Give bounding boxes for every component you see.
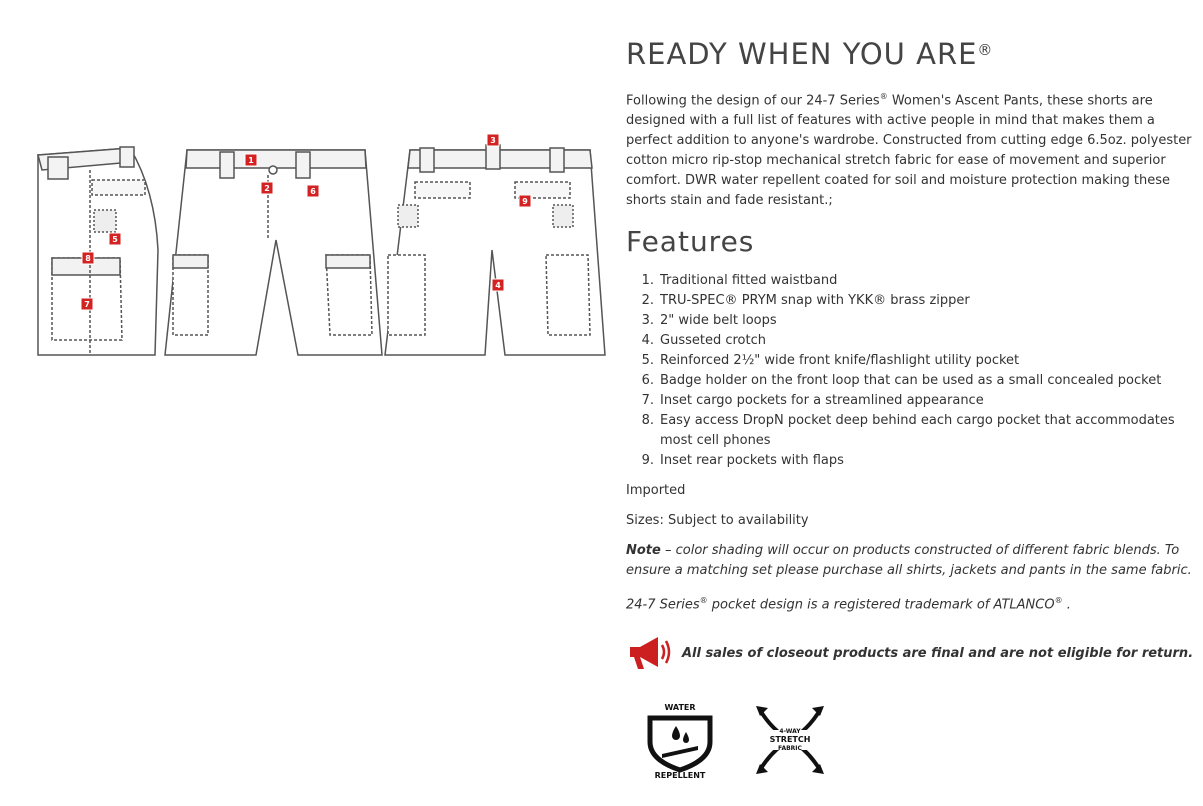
- marker-9: [519, 195, 531, 207]
- marker-4: [492, 279, 504, 291]
- svg-text:4: 4: [495, 281, 501, 290]
- closeout-text: All sales of closeout products are final and are not eligible for return.: [682, 645, 1194, 661]
- svg-text:1: 1: [248, 156, 254, 165]
- front-view-drawing: [165, 150, 382, 355]
- list-item: 8. Easy access DropN pocket deep behind each cargo pocket that accommodates most cell phones: [641, 413, 1175, 449]
- sizes-text: Sizes: Subject to availability: [626, 513, 809, 529]
- closeout-notice: [626, 633, 1193, 673]
- marker-1: [245, 154, 257, 166]
- intro-paragraph: Following the design of our 24-7 Series® Women's Ascent Pants, these shorts are designed with a full list of features with active people in mind that makes them a perfect addition to anyone's wardrobe. Constructed from cutting edge 6.5oz. polyester cotton micro rip-stop mechanical stretch fabric for ease of movement and superior comfort. DWR water repellent coated for soil and moisture protection making these shorts stain and fade resistant.;: [626, 92, 1192, 209]
- svg-text:REPELLENT: REPELLENT: [654, 771, 706, 780]
- product-description: [626, 36, 1192, 616]
- svg-text:8: 8: [85, 254, 91, 263]
- svg-text:STRETCH: STRETCH: [769, 735, 811, 744]
- marker-6: [307, 185, 319, 197]
- features-title: Features: [626, 225, 755, 259]
- svg-text:2: 2: [264, 184, 270, 193]
- list-item: 2. TRU-SPEC® PRYM snap with YKK® brass zipper: [641, 293, 970, 309]
- note-text: Note – color shading will occur on products constructed of different fabric blends. To ensure a matching set please purchase all shirts, jackets and pants in the same fabric.: [626, 543, 1192, 579]
- side-view-drawing: [38, 147, 158, 355]
- marker-3: [487, 134, 499, 146]
- trademark-text: 24-7 Series® pocket design is a registered trademark of ATLANCO® .: [626, 596, 1071, 613]
- back-view-drawing: [385, 145, 605, 355]
- list-item: 7. Inset cargo pockets for a streamlined appearance: [641, 393, 984, 409]
- svg-text:FABRIC: FABRIC: [778, 745, 802, 752]
- svg-text:WATER: WATER: [664, 703, 696, 712]
- page-title: READY WHEN YOU ARE®: [626, 37, 994, 71]
- product-diagram: [30, 130, 610, 370]
- imported-text: Imported: [626, 483, 686, 499]
- svg-text:4-WAY: 4-WAY: [779, 728, 801, 735]
- water-repellent-icon: [640, 700, 720, 780]
- feature-badges: [640, 700, 830, 780]
- marker-8: [82, 252, 94, 264]
- marker-2: [261, 182, 273, 194]
- svg-text:9: 9: [522, 197, 528, 206]
- svg-text:5: 5: [112, 235, 118, 244]
- svg-text:3: 3: [490, 136, 496, 145]
- list-item: 9. Inset rear pockets with flaps: [641, 453, 844, 469]
- list-item: 6. Badge holder on the front loop that can be used as a small concealed pocket: [641, 373, 1162, 389]
- features-list: [626, 271, 1192, 471]
- megaphone-icon: [626, 633, 676, 673]
- list-item: 3. 2" wide belt loops: [641, 313, 777, 329]
- list-item: 1. Traditional fitted waistband: [641, 273, 838, 289]
- stretch-fabric-icon: [750, 700, 830, 780]
- list-item: 5. Reinforced 2½" wide front knife/flashlight utility pocket: [641, 353, 1020, 369]
- marker-5: [109, 233, 121, 245]
- marker-7: [81, 298, 93, 310]
- svg-text:7: 7: [84, 300, 90, 309]
- svg-text:6: 6: [310, 187, 316, 196]
- list-item: 4. Gusseted crotch: [641, 333, 766, 349]
